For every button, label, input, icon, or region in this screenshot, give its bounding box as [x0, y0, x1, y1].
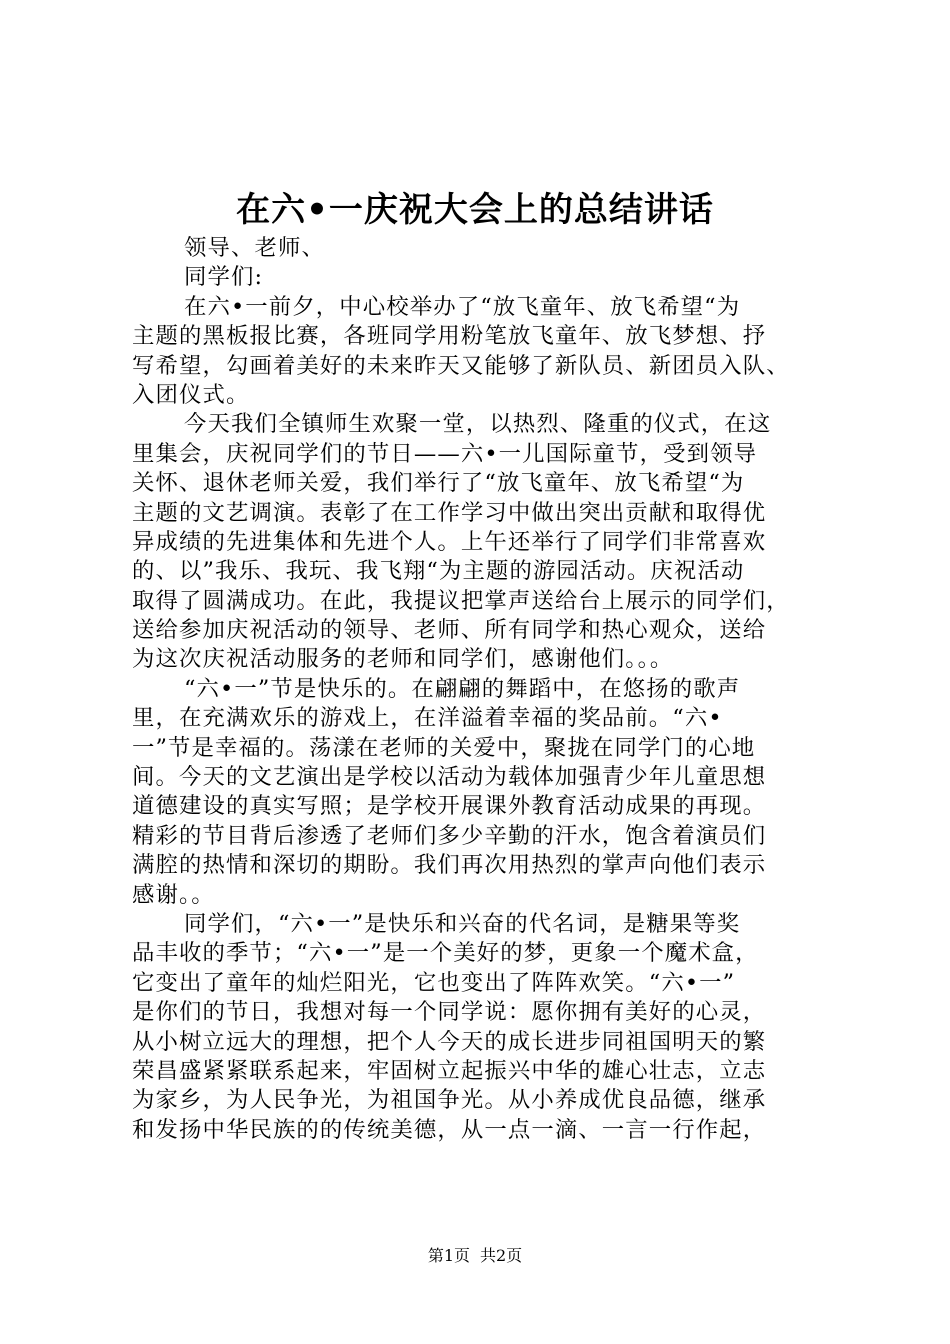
text-line: 关怀、退休老师关爱，我们举行了“放飞童年、放飞希望“为: [132, 470, 745, 497]
text-line: 精彩的节目背后渗透了老师们多少辛勤的汗水，饱含着演员们: [132, 822, 767, 849]
text-line: 感谢。。: [132, 881, 215, 908]
text-line: 同学们，“六•一”是快乐和兴奋的代名词，是糖果等奖: [184, 910, 741, 937]
text-line: 送给参加庆祝活动的领导、老师、所有同学和热心观众，送给: [132, 617, 767, 644]
document-body: [132, 234, 832, 1145]
text-line: 荣昌盛紧紧联系起来，牢固树立起振兴中华的雄心壮志，立志: [132, 1057, 767, 1084]
text-line: 是你们的节日，我想对每一个同学说：愿你拥有美好的心灵，: [132, 999, 767, 1026]
page-footer: [0, 1246, 950, 1266]
text-line: 在六•一前夕，中心校举办了“放飞童年、放飞希望“为: [184, 293, 741, 320]
text-line: 一”节是幸福的。荡漾在老师的关爱中，聚拢在同学门的心地: [132, 734, 756, 761]
text-line: 入团仪式。: [132, 381, 250, 408]
text-line: 它变出了童年的灿烂阳光，它也变出了阵阵欢笑。“六•一”: [132, 969, 736, 996]
text-line: 取得了圆满成功。在此，我提议把掌声送给台上展示的同学们，: [132, 587, 790, 614]
text-line: 里集会，庆祝同学们的节日——六•一儿国际童节，受到领导: [132, 440, 758, 467]
text-line: 满腔的热情和深切的期盼。我们再次用热烈的掌声向他们表示: [132, 852, 767, 879]
text-line: 为家乡，为人民争光，为祖国争光。从小养成优良品德，继承: [132, 1087, 767, 1114]
text-line: 写希望，勾画着美好的未来昨天又能够了新队员、新团员入队、: [132, 352, 790, 379]
text-line: 为这次庆祝活动服务的老师和同学们，感谢他们。。。: [132, 646, 674, 673]
page-number-total: 共2页: [480, 1246, 523, 1265]
text-line: 间。今天的文艺演出是学校以活动为载体加强青少年儿童思想: [132, 764, 767, 791]
text-line: “六•一”节是快乐的。在翩翩的舞蹈中，在悠扬的歌声: [184, 675, 741, 702]
text-line: 从小树立远大的理想，把个人今天的成长进步同祖国明天的繁: [132, 1028, 767, 1055]
text-line: 道德建设的真实写照；是学校开展课外教育活动成果的再现。: [132, 793, 767, 820]
document-title: 在六•一庆祝大会上的总结讲话: [236, 190, 714, 230]
text-line: 里，在充满欢乐的游戏上，在洋溢着幸福的奖品前。“六•: [132, 705, 723, 732]
text-line: 和发扬中华民族的的传统美德，从一点一滴、一言一行作起，: [132, 1116, 767, 1143]
text-line: 主题的黑板报比赛，各班同学用粉笔放飞童年、放飞梦想、抒: [132, 323, 767, 350]
text-line: 异成绩的先进集体和先进个人。上午还举行了同学们非常喜欢: [132, 528, 767, 555]
text-line: 领导、老师、: [184, 235, 325, 261]
text-line: 今天我们全镇师生欢聚一堂，以热烈、隆重的仪式，在这: [184, 411, 772, 438]
text-line: 品丰收的季节；“六•一”是一个美好的梦，更象一个魔术盒，: [132, 940, 759, 967]
text-line: 的、以”我乐、我玩、我飞翔“为主题的游园活动。庆祝活动: [132, 558, 745, 585]
text-line: 同学们:: [184, 264, 264, 291]
text-line: 主题的文艺调演。表彰了在工作学习中做出突出贡献和取得优: [132, 499, 767, 526]
page-number-current: 第1页: [427, 1246, 470, 1265]
